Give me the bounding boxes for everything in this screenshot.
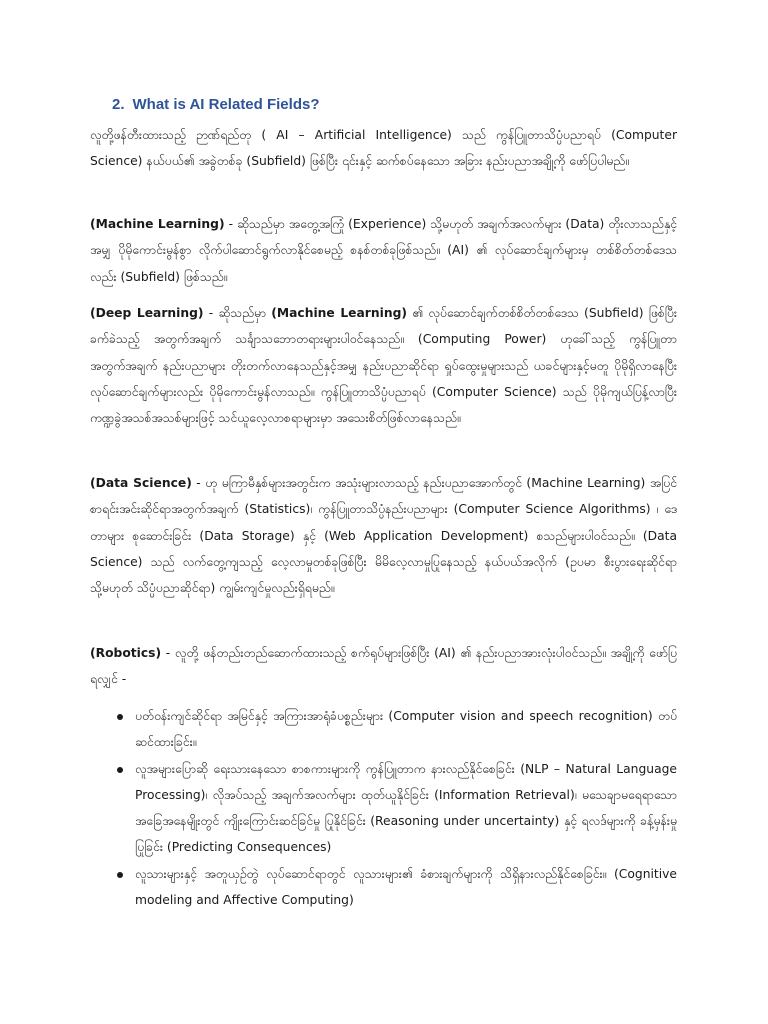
- data-science-paragraph: [90, 470, 677, 601]
- list-item-text: လူအများပြောဆို ရေးသားနေသော စာစကားများကို ကွန်ပြူတာက နားလည်နိုင်စေခြင်း (NLP – Natural Language Processing)၊ လိုအပ်သည့် အချက်အလက်များ ထုတ်ယူနိုင်ခြင်း (Information Retrieval)၊ မသေချာမရေရာသော အခြေအနေမျိုးတွင် ကျိုးကြောင်းဆင်ခြင်မှု ပြုနိုင်ခြင်း (Reasoning under uncertainty) နှင့် ရလဒ်များကို ခန့်မှန်းမှုပြုခြင်း (Predicting Consequences): [135, 761, 677, 855]
- data-science-text: - ဟု မကြာမီနှစ်များအတွင်းက အသုံးများလာသည့် နည်းပညာအောက်တွင် (Machine Learning) အပြင် စာရင်းအင်းဆိုင်ရာအတွက်အချက် (Statistics)၊ ကွန်ပြူတာသိပ္ပံနည်းပညာများ (Computer Science Algorithms) ၊ ဒေတာများ စုဆောင်းခြင်း (Data Storage) နှင့် (Web Application Development) စသည်များပါဝင်သည်။ (Data Science) သည် လက်တွေ့ကျသည့် လေ့လာမှုတစ်ခုဖြစ်ပြီး မိမိလေ့လာမှုပြုနေသည့် နယ်ပယ်အလိုက် (ဥပမာ စီးပွားရေးဆိုင်ရာ သို့မဟုတ် သိပ္ပံပညာဆိုင်ရာ) ကျွမ်းကျင်မှုလည်းရှိရမည်။: [90, 476, 677, 596]
- robotics-bullet-list: [90, 703, 677, 913]
- deep-learning-term: (Deep Learning): [90, 306, 204, 320]
- list-item-text: ပတ်ဝန်းကျင်ဆိုင်ရာ အမြင်နှင့် အကြားအာရုံခံပစ္စည်းများ (Computer vision and speech recognition) တပ်ဆင်ထားခြင်း။: [135, 709, 677, 750]
- machine-learning-text: - ဆိုသည်မှာ အတွေ့အကြုံ (Experience) သို့မဟုတ် အချက်အလက်များ (Data) တိုးလာသည်နှင့်အမျှ ပိုမိုကောင်းမွန်စွာ လိုက်ပါဆောင်ရွက်လာနိုင်စေမည့် စနစ်တစ်ခုဖြစ်သည်။ (AI) ၏ လုပ်ဆောင်ချက်များမှ တစ်စိတ်တစ်ဒေသလည်း (Subfield) ဖြစ်သည်။: [90, 217, 677, 284]
- section-heading: [112, 96, 320, 113]
- robotics-paragraph: [90, 640, 677, 693]
- machine-learning-paragraph: [90, 211, 677, 290]
- list-item: [90, 756, 677, 861]
- deep-learning-text: ၏ လုပ်ဆောင်ချက်တစ်စိတ်တစ်ဒေသ (Subfield) ဖြစ်ပြီး ခက်ခဲသည့် အတွက်အချက် သင်္ချာသဘောတရားများပါဝင်နေသည်။ (Computing Power) ဟုခေါ်သည့် ကွန်ပြူတာအတွက်အချက် နည်းပညာများ တိုးတက်လာနေသည်နှင့်အမျှ နည်းပညာဆိုင်ရာ ရှုပ်ထွေးမှုများသည် ယခင်များနှင့်မတူ ပိုမိုရှိလာနေပြီး လုပ်ဆောင်ချက်များလည်း ပိုမိုကောင်းမွန်လာသည်။ ကွန်ပြူတာသိပ္ပံပညာရပ် (Computer Science) သည် ပိုမိုကျယ်ပြန့်လာပြီး ကဏ္ဍခွဲအသစ်အသစ်များဖြင့် သင်ယူလေ့လာစရာများမှာ အသေးစိတ်ဖြစ်လာနေသည်။: [90, 306, 677, 426]
- bullet-icon: [117, 872, 123, 878]
- bullet-icon: [117, 767, 123, 773]
- deep-learning-connector: - ဆိုသည်မှာ: [203, 306, 272, 320]
- machine-learning-term: (Machine Learning): [90, 217, 225, 231]
- robotics-text: - လူတို့ ဖန်တည်းတည်ဆောက်ထားသည့် စက်ရုပ်များဖြစ်ပြီး (AI) ၏ နည်းပညာအားလုံးပါဝင်သည်။ အချို့ကို ဖော်ပြရလျှင် -: [90, 646, 677, 687]
- deep-learning-ml-term: (Machine Learning): [271, 306, 408, 320]
- section-title: What is AI Related Fields?: [132, 96, 320, 113]
- robotics-term: (Robotics): [90, 646, 162, 660]
- list-item: [90, 703, 677, 756]
- list-item-text: လူသားများနှင့် အတူယှဉ်တွဲ လုပ်ဆောင်ရာတွင် လူသားများ၏ ခံစားချက်များကို သိရှိနားလည်နိုင်စေခြင်း။ (Cognitive modeling and Affective Computing): [135, 866, 677, 908]
- list-item: [90, 861, 677, 914]
- deep-learning-paragraph: [90, 300, 677, 431]
- intro-paragraph: လူတို့ဖန်တီးထားသည့် ဉာဏ်ရည်တု ( AI – Artificial Intelligence) သည် ကွန်ပြူတာသိပ္ပံပညာရပ် (Computer Science) နယ်ပယ်၏ အခွဲတစ်ခု (Subfield) ဖြစ်ပြီး ၎င်းနှင့် ဆက်စပ်နေသော အခြား နည်းပညာအချို့ကို ဖော်ပြပါမည်။: [90, 128, 677, 169]
- data-science-term: (Data Science): [90, 476, 192, 490]
- bullet-icon: [117, 714, 123, 720]
- section-number: 2.: [112, 96, 125, 113]
